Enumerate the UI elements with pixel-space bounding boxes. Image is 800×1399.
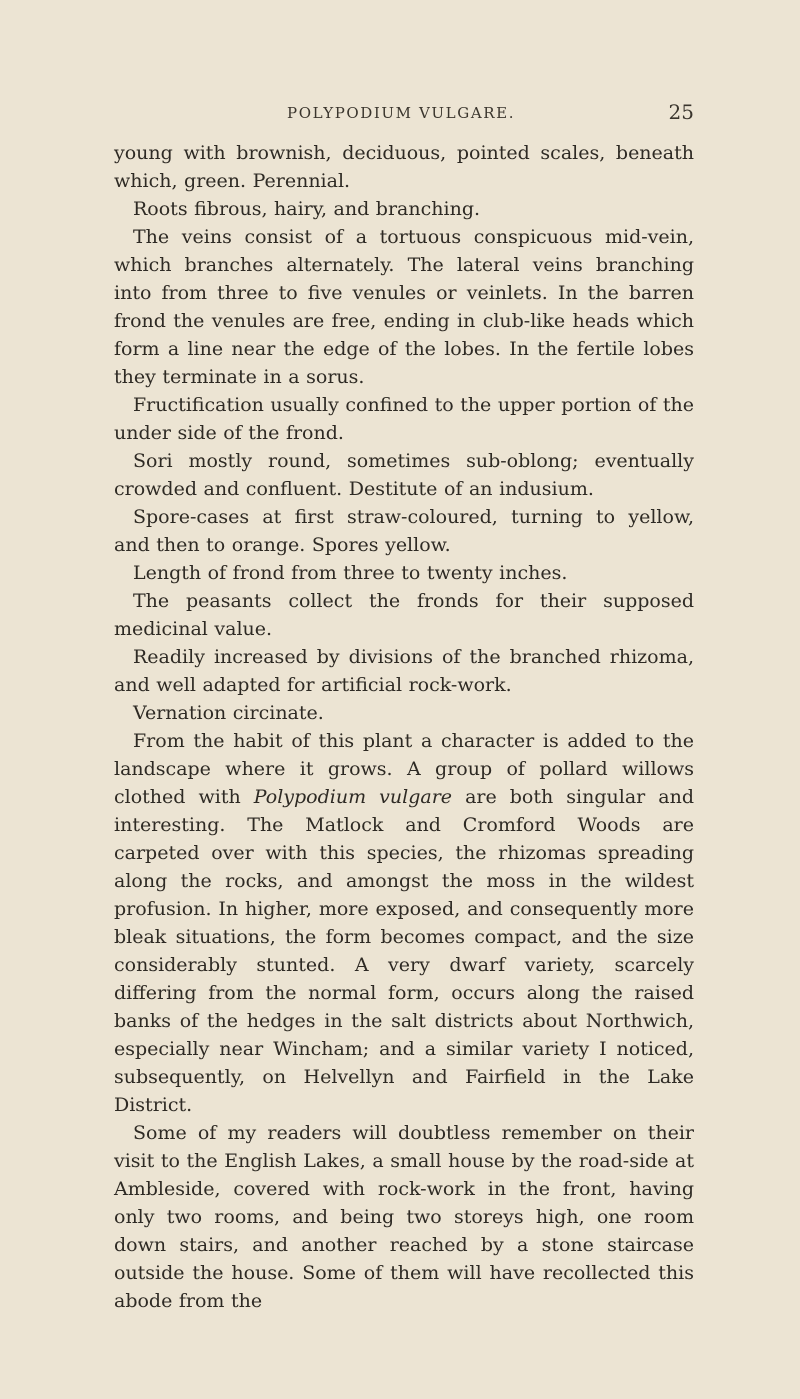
paragraph-text: are both singular and interesting. The Matlock and Cromford Woods are carpeted over with this species, the rhizomas spreading along the rocks, and amongst the moss in the wildest profusion. In higher, more exposed, and consequently more bleak situations, the form becomes compact, and the size considerably stunted. A very dwarf variety, scarcely differing from the normal form, occurs along the raised banks of the hedges in the salt districts about Northwich, especially near Wincham; and a similar variety I noticed, subsequently, on Helvellyn and Fairfield in the Lake District. bbox=[114, 786, 695, 1116]
running-head-title: POLYPODIUM VULGARE. bbox=[287, 104, 516, 122]
paragraph: Readily increased by divisions of the branched rhizoma, and well adapted for artificial rock-work. bbox=[114, 646, 694, 696]
paragraph: Length of frond from three to twenty inches. bbox=[133, 562, 568, 584]
paragraph-text: From the habit of this plant a character is added to the landscape where it grows. A group of pollard willows clothed with bbox=[114, 730, 694, 808]
species-name: Polypodium vulgare bbox=[253, 786, 453, 808]
paragraph: The veins consist of a tortuous conspicuous mid-vein, which branches alternately. The lateral veins branching into from three to five venules or veinlets. In the barren frond the venules are free, ending in club-like heads which form a line near the edge of the lobes. In the fertile lobes they terminate in a sorus. bbox=[114, 226, 694, 388]
paragraph: Sori mostly round, sometimes sub-oblong; eventually crowded and confluent. Destitute of an indusium. bbox=[114, 450, 694, 500]
paragraph-with-italic bbox=[114, 727, 694, 1119]
body-text bbox=[114, 139, 694, 1315]
paragraph: Vernation circinate. bbox=[133, 702, 324, 724]
paragraph: Fructification usually confined to the upper portion of the under side of the frond. bbox=[114, 394, 695, 444]
page-number: 25 bbox=[668, 100, 694, 124]
paragraph: The peasants collect the fronds for their supposed medicinal value. bbox=[114, 590, 694, 640]
paragraph: Roots fibrous, hairy, and branching. bbox=[133, 198, 481, 220]
paragraph: young with brownish, deciduous, pointed scales, beneath which, green. Perennial. bbox=[114, 142, 694, 192]
paragraph: Spore-cases at first straw-coloured, turning to yellow, and then to orange. Spores yellow. bbox=[114, 506, 694, 556]
running-head bbox=[0, 100, 800, 128]
paragraph: Some of my readers will doubtless remember on their visit to the English Lakes, a small house by the road-side at Ambleside, covered with rock-work in the front, having only two rooms, and being two storeys high, one room down stairs, and another reached by a stone staircase outside the house. Some of them will have recollected this abode from the bbox=[114, 1122, 694, 1312]
